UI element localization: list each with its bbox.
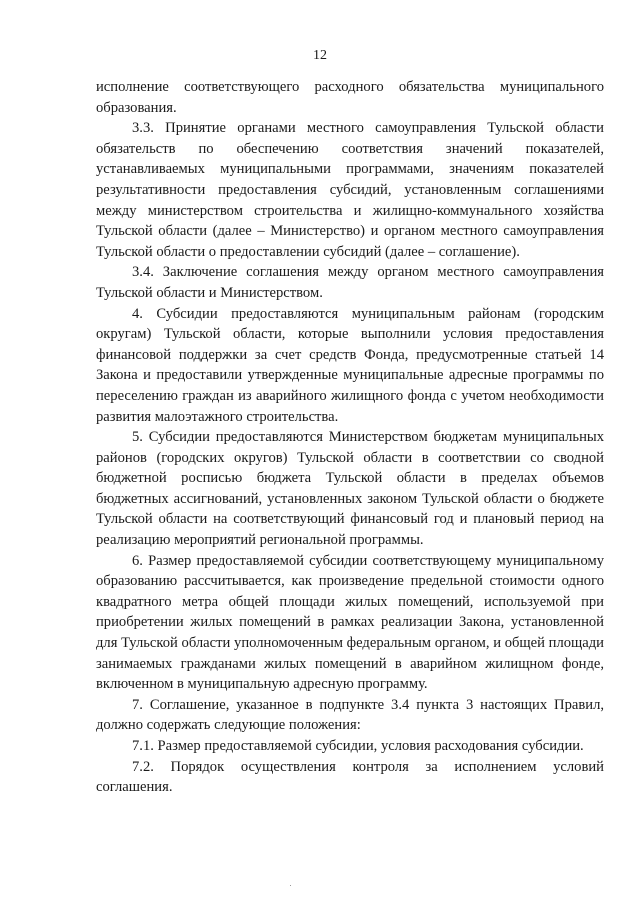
paragraph-4: 4. Субсидии предоставляются муниципальным районам (городским округам) Тульской области, которые выполнили условия предоставления финансовой поддержки за счет средств Фонда, предусмотренные статьей 14 Закона и предоставили утвержденные муниципальные адресные программы по переселению граждан из аварийного жилищного фонда с учетом необходимости развития малоэтажного строительства. xyxy=(96,305,604,425)
paragraph-5: 5. Субсидии предоставляются Министерством бюджетам муниципальных районов (городских округов) Тульской области в соответствии со сводной бюджетной росписью бюджета Тульской области в пределах объемов бюджетных ассигнований, установленных законом Тульской области о бюджете Тульской области на соответствующий финансовый год и плановый период на реализацию мероприятий региональной программы. xyxy=(96,429,604,549)
paragraph-continuation: исполнение соответствующего расходного обязательства муниципального образования. xyxy=(96,79,604,116)
page-number: 12 xyxy=(313,48,327,63)
paragraph-3-3: 3.3. Принятие органами местного самоуправления Тульской области обязательств по обеспечению соответствия значений показателей, устанавливаемых муниципальными программами, значениям показателей результативности предоставления субсидий, установленным соглашениями между министерством строительства и жилищно-коммунального хозяйства Тульской области (далее – Министерство) и органом местного самоуправления Тульской области о предоставлении субсидий (далее – соглашение). xyxy=(96,120,604,260)
paragraph-7-2: 7.2. Порядок осуществления контроля за исполнением условий соглашения. xyxy=(96,758,604,796)
document-body xyxy=(96,77,604,798)
paragraph-7-1: 7.1. Размер предоставляемой субсидии, условия расходования субсидии. xyxy=(132,738,584,754)
scan-speck xyxy=(290,885,291,886)
paragraph-7: 7. Соглашение, указанное в подпункте 3.4 пункта 3 настоящих Правил, должно содержать следующие положения: xyxy=(96,696,604,734)
paragraph-3-4: 3.4. Заключение соглашения между органом местного самоуправления Тульской области и Министерством. xyxy=(96,264,604,301)
paragraph-6: 6. Размер предоставляемой субсидии соответствующему муниципальному образованию рассчитывается, как произведение предельной стоимости одного квадратного метра общей площади жилых помещений, используемой при приобретении жилых помещений в рамках реализации Закона, установленной для Тульской области уполномоченным федеральным органом, и общей площади занимаемых гражданами жилых помещений в аварийном жилищном фонде, включенном в муниципальную адресную программу. xyxy=(96,552,604,693)
